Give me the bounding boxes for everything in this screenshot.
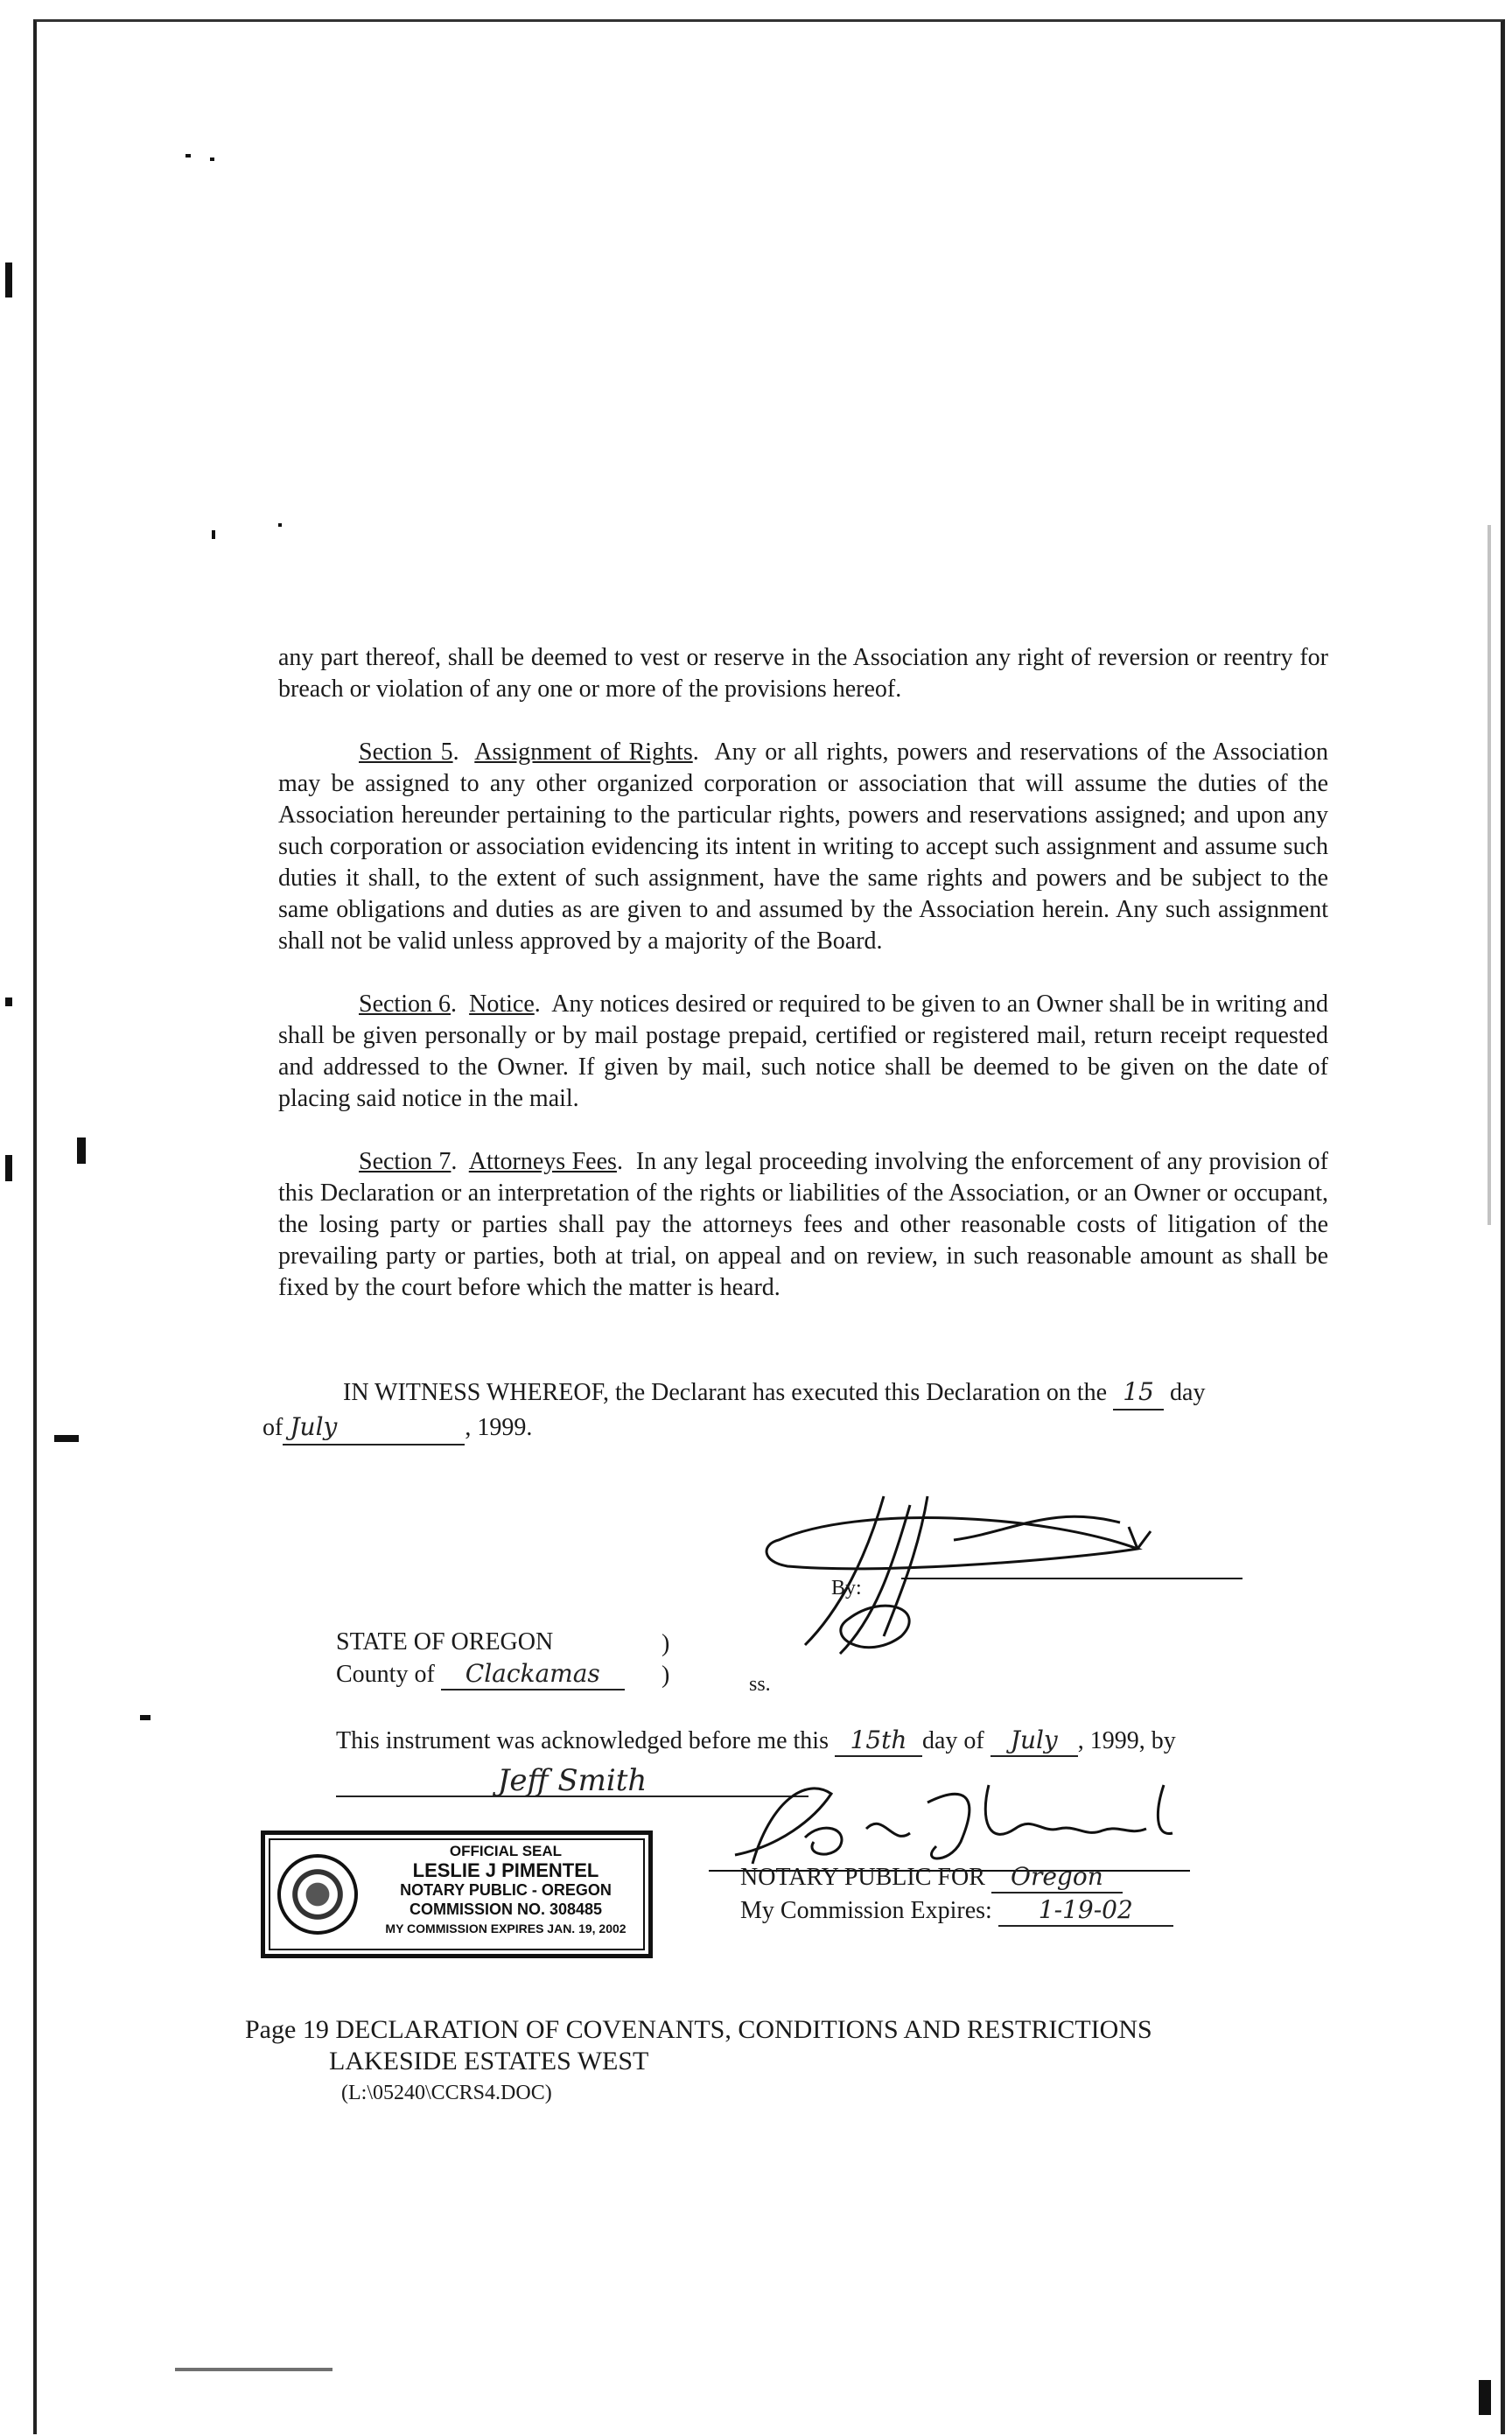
scan-speck [54,1435,79,1442]
commission-expires-line [740,1895,1173,1927]
section-5-paragraph: Section 5. Assignment of Rights. Any or all rights, powers and reservations of the Association may be assigned to any other organized corporation or association that will assume the duties of the Association hereunder pertaining to the particular rights, powers and reservations assigned; and upon any such corporation or association evidencing its intent in writing to accept such assignment and assume such duties it shall, to the extent of such assignment, have the same rights and powers and be subject to the same obligations and duties as are given to and assumed by the Association herein. Any such assignment shall not be valid unless approved by a majority of the Board. [278,738,1328,955]
seal-line-2: LESLIE J PIMENTEL [412,1859,599,1881]
acknowledgment-text: This instrument was acknowledged before me this [336,1727,829,1754]
notary-public-line [740,1862,1123,1894]
scan-speck [5,1155,12,1181]
seal-line-1: OFFICIAL SEAL [449,1843,563,1859]
commission-expires-label: My Commission Expires: [740,1897,992,1924]
commission-expires-date: 1-19-02 [998,1895,1173,1927]
witness-year: , 1999. [465,1414,533,1441]
scan-speck [278,523,282,527]
section-5-number: Section 5 [359,738,453,766]
scan-speck [1479,2380,1491,2415]
seal-text [370,1842,641,1938]
scan-speck [186,154,191,158]
section-7-number: Section 7 [359,1148,452,1175]
scan-speck [77,1138,86,1164]
notary-public-label: NOTARY PUBLIC FOR [740,1864,985,1891]
scan-speck [212,530,215,539]
notary-public-state: Oregon [991,1862,1123,1894]
footer-page-number: Page 19 [245,2015,329,2044]
section-5-text: Any or all rights, powers and reservations of the Association may be assigned to any other organized corporation or association that will assume the duties of the Association hereunder pertaining to the particular rights, powers and reservations assigned; and upon any such corporation or association evidencing its intent in writing to accept such assignment and assume such duties it shall, to the extent of such assignment, have the same rights and powers and be subject to the same obligations and duties as are given to and assumed by the Association herein. Any such assignment shall not be valid unless approved by a majority of the Board. [278,738,1328,955]
scan-speck [175,2368,332,2371]
witness-text: IN WITNESS WHEREOF, the Declarant has executed this Declaration on the [343,1379,1108,1406]
county-line [336,1659,625,1690]
section-7-paragraph: Section 7. Attorneys Fees. In any legal proceeding involving the enforcement of any provision of this Declaration or an interpretation of the rights or liabilities of the Association, or an Owner or occupant, the losing party or parties shall pay the attorneys fees and other reasonable costs of litigation of the prevailing party or parties, both at trial, on appeal and on review, in such reasonable amount as shall be fixed by the court before which the matter is heard. [278,1148,1328,1301]
county-paren: ) [662,1662,670,1689]
witness-clause [262,1376,1321,1446]
state-paren: ) [662,1630,670,1657]
section-6-number: Section 6 [359,990,452,1018]
seal-line-3: NOTARY PUBLIC - OREGON [400,1881,612,1899]
footer-title-line [245,2014,1152,2046]
section-6-paragraph: Section 6. Notice. Any notices desired or required to be given to an Owner shall be in writing and shall be given personally or by mail postage prepaid, certified or registered mail, return receipt requested and addressed to the Owner. If given by mail, such notice shall be deemed to be given on the date of placing said notice in the mail. [278,990,1328,1112]
by-label: By: [831,1577,862,1600]
section-5-title: Assignment of Rights [474,738,693,766]
oregon-state-seal-icon [277,1854,358,1935]
scan-speck [5,998,12,1006]
acknowledgment-year: , 1999, by [1077,1727,1176,1754]
witness-day-word: day [1170,1379,1206,1406]
county-label: County of [336,1661,435,1688]
seal-line-5: MY COMMISSION EXPIRES JAN. 19, 2002 [385,1922,626,1936]
scan-speck [210,158,214,161]
footer-subtitle: LAKESIDE ESTATES WEST [329,2047,649,2076]
declaration-body [278,642,1328,1304]
witness-of: of [262,1414,284,1441]
acknowledgment-day-of: day of [921,1727,984,1754]
continuation-paragraph: any part thereof, shall be deemed to vest or reserve in the Association any right of reversion or reentry for breach or violation of any one or more of the provisions hereof. [278,644,1328,703]
footer-title: DECLARATION OF COVENANTS, CONDITIONS AND RESTRICTIONS [335,2015,1152,2044]
witness-month: July [283,1410,465,1446]
acknowledgment-month: July [990,1726,1078,1757]
state-label: STATE OF OREGON [336,1628,554,1656]
section-6-text: Any notices desired or required to be given to an Owner shall be in writing and shall be given personally or by mail postage prepaid, certified or registered mail, return receipt requested and addressed to the Owner. If given by mail, such notice shall be deemed to be given on the date of placing said notice in the mail. [278,990,1328,1112]
scan-speck [5,262,12,298]
seal-line-4: COMMISSION NO. 308485 [409,1900,603,1918]
section-7-title: Attorneys Fees [468,1148,617,1175]
footer-file-path: (L:\05240\CCRS4.DOC) [341,2082,552,2104]
county-name: Clackamas [441,1659,625,1690]
acknowledgment-day: 15th [835,1726,922,1757]
scan-speck [140,1715,150,1720]
section-6-title: Notice [469,990,535,1018]
scan-speck [1488,525,1491,1225]
ss-label: ss. [749,1673,771,1696]
acknowledgment-signer: Jeff Smith [336,1766,808,1797]
acknowledgment-line [336,1726,1176,1757]
section-7-text: In any legal proceeding involving the enforcement of any provision of this Declaration or an interpretation of the rights or liabilities of the Association, or an Owner or occupant, the losing party or parties shall pay the attorneys fees and other reasonable costs of litigation of the prevailing party or parties, both at trial, on appeal and on review, in such reasonable amount as shall be fixed by the court before which the matter is heard. [278,1148,1328,1301]
page-footer [245,2014,1152,2109]
witness-day: 15 [1113,1376,1164,1410]
official-seal-stamp [261,1830,653,1958]
